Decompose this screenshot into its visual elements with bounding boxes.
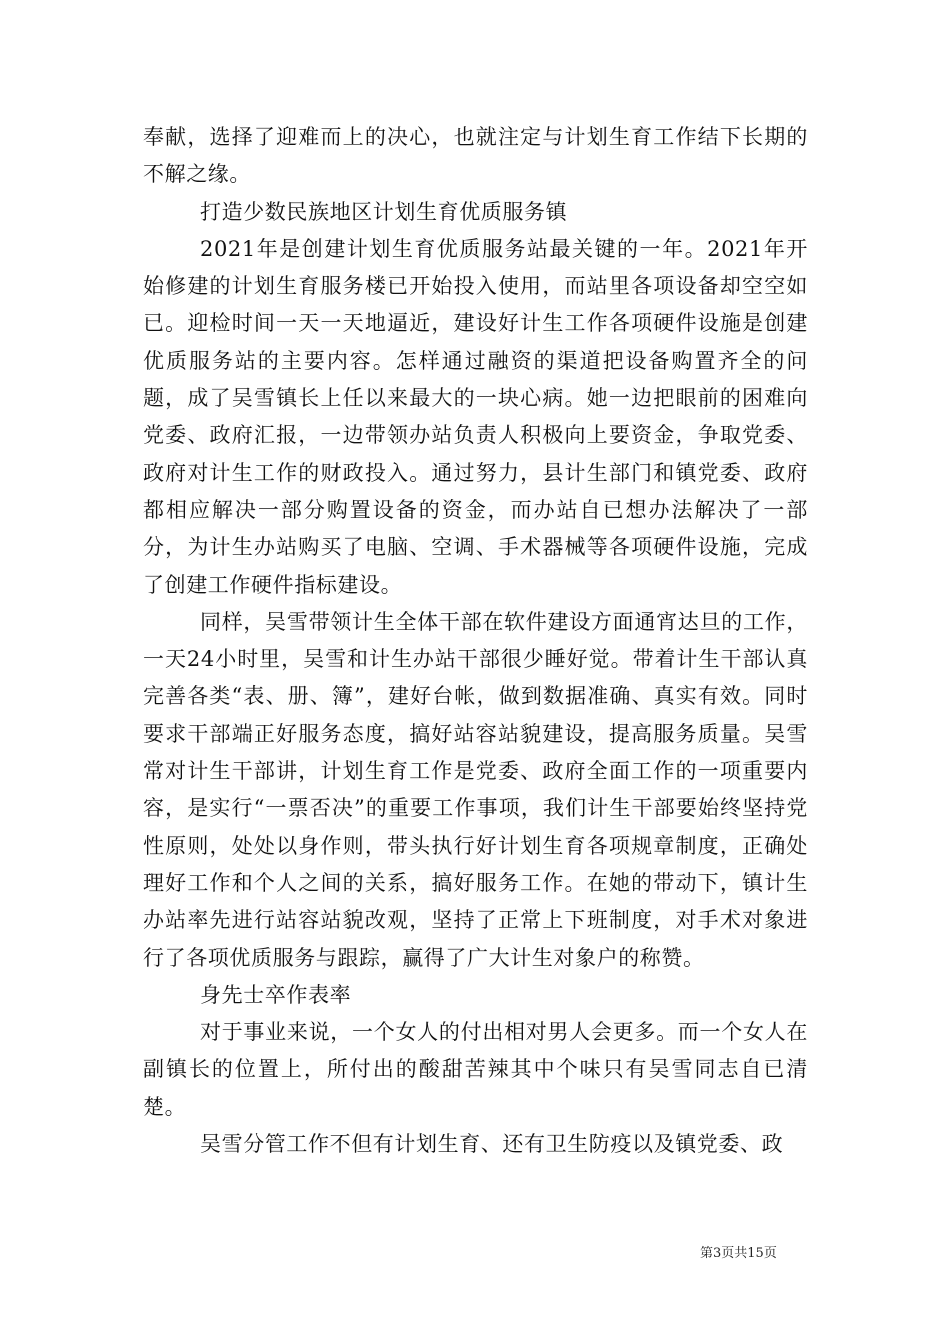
document-body [143,119,808,1163]
section-heading-1: 打造少数民族地区计划生育优质服务镇 [200,199,568,224]
paragraph-5: 吴雪分管工作不但有计划生育、还有卫生防疫以及镇党委、政 [200,1132,784,1157]
paragraph-4: 对于事业来说，一个女人的付出相对男人会更多。而一个女人在副镇长的位置上，所付出的酸甜苦辣其中个味只有吴雪同志自已清楚。 [143,1020,808,1119]
paragraph-1: 奉献，选择了迎难而上的决心，也就注定与计划生育工作结下长期的不解之缘。 [143,125,808,187]
page-number-footer: 第3页共15页 [700,1246,777,1261]
section-heading-2: 身先士卒作表率 [200,982,352,1007]
paragraph-3: 同样，吴雪带领计生全体干部在软件建设方面通宵达旦的工作，一天24小时里，吴雪和计生办站干部很少睡好觉。带着计生干部认真完善各类“表、册、簿”，建好台帐，做到数据准确、真实有效。同时要求干部端正好服务态度，搞好站容站貌建设，提高服务质量。吴雪常对计生干部讲，计划生育工作是党委、政府全面工作的一项重要内容，是实行“一票否决”的重要工作事项，我们计生干部要始终坚持党性原则，处处以身作则，带头执行好计划生育各项规章制度，正确处理好工作和个人之间的关系，搞好服务工作。在她的带动下，镇计生办站率先进行站容站貌改观，坚持了正常上下班制度，对手术对象进行了各项优质服务与跟踪，赢得了广大计生对象户的称赞。 [143,609,808,970]
paragraph-2: 2021年是创建计划生育优质服务站最关键的一年。2021年开始修建的计划生育服务楼已开始投入使用，而站里各项设备却空空如已。迎检时间一天一天地逼近，建设好计生工作各项硬件设施是创建优质服务站的主要内容。怎样通过融资的渠道把设备购置齐全的问题，成了吴雪镇长上任以来最大的一块心病。她一边把眼前的困难向党委、政府汇报，一边带领办站负责人积极向上要资金，争取党委、政府对计生工作的财政投入。通过努力，县计生部门和镇党委、政府都相应解决一部分购置设备的资金，而办站自已想办法解决了一部分，为计生办站购买了电脑、空调、手术器械等各项硬件设施，完成了创建工作硬件指标建设。 [143,236,808,597]
